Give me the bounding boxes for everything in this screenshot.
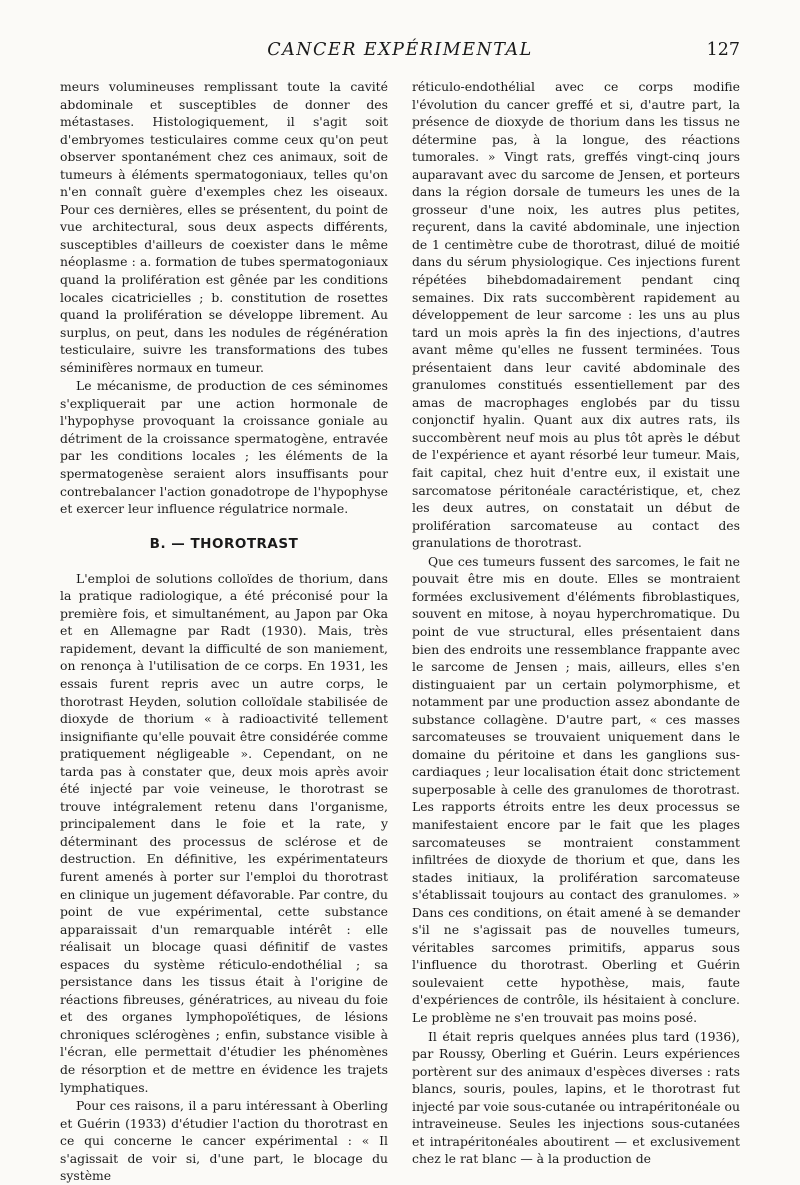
section-heading: B. — THOROTRAST [149, 535, 299, 552]
running-title: CANCER EXPÉRIMENTAL [267, 40, 533, 60]
right-column [412, 78, 740, 1168]
paragraph: Le mécanisme, de production de ces séminomes s'expliquerait par une action hormonale de l'hypophyse provoquant la croissance goniale au détriment de la croissance spermatogène, entravée par les conditions locales ; les éléments de la spermatogenèse seraient alors insuffisants pour contrebalancer l'action gonadotrope de l'hypophyse et exercer leur influence régulatrice normale. [60, 378, 388, 517]
paragraph: réticulo-endothélial avec ce corps modifie l'évolution du cancer greffé et si, d'autre part, la présence de dioxyde de thorium dans les tissus ne détermine pas, à la longue, des réactions tumorales. » Vingt rats, greffés vingt-cinq jours auparavant avec du sarcome de Jensen, et porteurs dans la région dorsale de tumeurs les unes de la grosseur d'une noix, les autres plus petites, reçurent, dans la cavité abdominale, une injection de 1 centimètre cube de thorotrast, dilué de moitié dans du sérum physiologique. Ces injections furent répétées bihebdomadairement pendant cinq semaines. Dix rats succombèrent rapidement au développement de leur sarcome : les uns au plus tard un mois après la fin des injections, d'autres avant même qu'elles ne fussent terminées. Tous présentaient dans leur cavité abdominale des granulomes constitués essentiellement par des amas de macrophages englobés par du tissu conjonctif hyalin. Quant aux dix autres rats, ils succombèrent neuf mois au plus tôt après le début de l'expérience et ayant résorbé leur tumeur. Mais, fait capital, chez huit d'entre eux, il existait une sarcomatose péritonéale caractéristique, et, chez les deux autres, on constatait un début de prolifération sarcomateuse au contact des granulations de thorotrast. [412, 79, 740, 551]
paragraph: Que ces tumeurs fussent des sarcomes, le fait ne pouvait être mis en doute. Elles se montraient formées exclusivement d'éléments fibroblastiques, souvent en mitose, à noyau hyperchromatique. Du point de vue structural, elles présentaient dans bien des endroits une ressemblance frappante avec le sarcome de Jensen ; mais, ailleurs, elles s'en distinguaient par un certain polymorphisme, et notamment par une production assez abondante de substance collagène. D'autre part, « ces masses sarcomateuses se trouvaient uniquement dans le domaine du péritoine et dans les ganglions sus-cardiaques ; leur localisation était donc strictement superposable à celle des granulomes de thorotrast. Les rapports étroits entre les deux processus se manifestaient encore par le fait que les plages sarcomateuses se montraient constamment infiltrées de dioxyde de thorium et que, dans les stades initiaux, la prolifération sarcomateuse s'établissait toujours au contact des granulomes. » Dans ces conditions, on était amené à se demander s'il ne s'agissait pas de nouvelles tumeurs, véritables sarcomes primitifs, apparus sous l'influence du thorotrast. Oberling et Guérin soulevaient cette hypothèse, mais, faute d'expériences de contrôle, ils hésitaient à conclure. Le problème ne s'en trouvait pas moins posé. [412, 553, 740, 1025]
page-header [60, 40, 740, 70]
paragraph: Il était repris quelques années plus tard (1936), par Roussy, Oberling et Guérin. Leurs expériences portèrent sur des animaux d'espèces diverses : rats blancs, souris, poules, lapins, et le thorotrast fut injecté par voie sous-cutanée ou intrapéritonéale ou intraveineuse. Seules les injections sous-cutanées et intrapéritonéales aboutirent — et exclusivement chez le rat blanc — à la production de [412, 1028, 740, 1167]
page-number: 127 [706, 40, 740, 60]
paragraph: L'emploi de solutions colloïdes de thorium, dans la pratique radiologique, a été préconisé pour la première fois, et simultanément, au Japon par Oka et en Allemagne par Radt (1930). Mais, très rapidement, devant la difficulté de son maniement, on renonça à l'utilisation de ce corps. En 1931, les essais furent repris avec un autre corps, le thorotrast Heyden, solution colloïdale stabilisée de dioxyde de thorium « à radioactivité tellement insignifiante qu'elle pouvait être considérée comme pratiquement négligeable ». Cependant, on ne tarda pas à constater que, deux mois après avoir été injecté par voie veineuse, le thorotrast se trouve intégralement retenu dans l'organisme, principalement dans le foie et la rate, y déterminant des processus de sclérose et de destruction. En définitive, les expérimentateurs furent amenés à porter sur l'emploi du thorotrast en clinique un jugement défavorable. Par contre, du point de vue expérimental, cette substance apparaissait d'un remarquable intérêt : elle réalisait un blocage quasi définitif de vastes espaces du système réticulo-endothélial ; sa persistance dans les tissus était à l'origine de réactions fibreuses, génératrices, au niveau du foie et des organes lymphopoïétiques, de lésions chroniques sclérogènes ; enfin, substance visible à l'écran, elle permettait d'étudier les phénomènes de résorption et de mettre en évidence les trajets lymphatiques. [60, 570, 388, 1095]
paragraph: meurs volumineuses remplissant toute la cavité abdominale et susceptibles de donner des métastases. Histologiquement, il s'agit soit d'embryomes testiculaires comme ceux qu'on peut observer spontanément chez ces animaux, soit de tumeurs à éléments spermatogoniaux, telles qu'on n'en connaît guère d'exemples chez les oiseaux. Pour ces dernières, elles se présentent, du point de vue architectural, sous deux aspects différents, susceptibles d'ailleurs de coexister dans le même néoplasme : a. formation de tubes spermatogoniaux quand la prolifération est gênée par les conditions locales cicatricielles ; b. constitution de rosettes quand la prolifération se développe librement. Au surplus, on peut, dans les nodules de régénération testiculaire, suivre les transformations des tubes séminifères normaux en tumeur. [60, 79, 388, 375]
left-column [60, 78, 388, 1185]
paragraph: Pour ces raisons, il a paru intéressant à Oberling et Guérin (1933) d'étudier l'action du thorotrast en ce qui concerne le cancer expérimental : « Il s'agissait de voir si, d'une part, le blocage du système [60, 1098, 388, 1184]
